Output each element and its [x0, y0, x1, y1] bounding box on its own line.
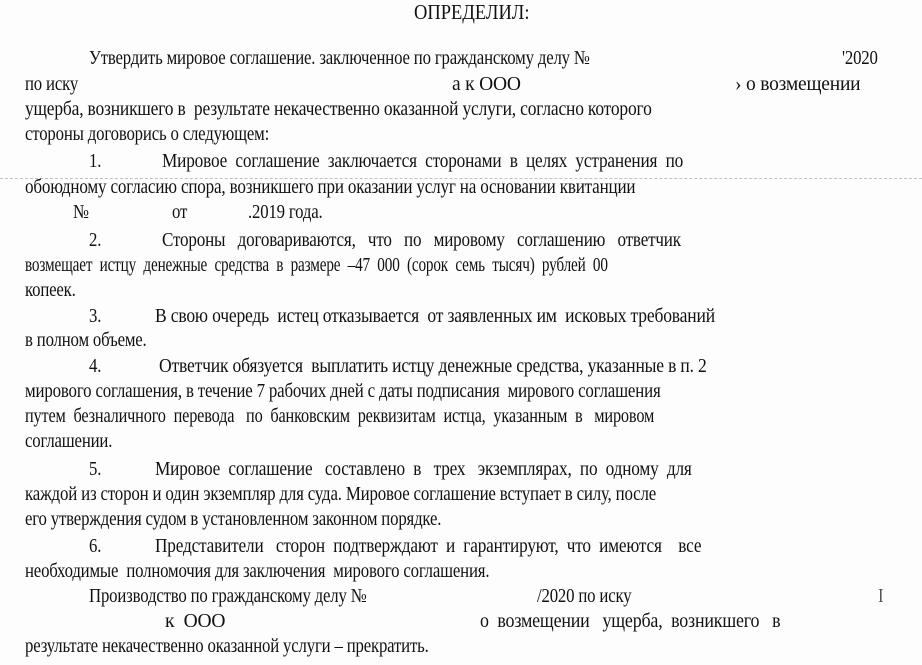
closing-line-2a: к ООО — [165, 611, 226, 632]
item-5-line-2: каждой из сторон и один экземпляр для суда. Мировое соглашение вступает в силу, после — [25, 484, 657, 505]
closing-line-1a: Производство по гражданскому делу № — [89, 586, 367, 607]
item-4-line-1: Ответчик обязуется выплатить истцу денежные средства, указанные в п. 2 — [159, 356, 707, 377]
closing-line-3: результате некачественно оказанной услуги – прекратить. — [25, 636, 429, 657]
item-5-line-3: его утверждения судом в установленном законном порядке. — [25, 509, 442, 530]
intro-line-4: стороны договорись о следующем: — [25, 124, 270, 145]
item-2-line-2: возмещает истцу денежные средства в размере –47 000 (сорок семь тысяч) рублей 00 — [25, 255, 608, 276]
item-2-line-3: копеек. — [25, 280, 76, 301]
intro-line-2b: а к ООО — [452, 74, 521, 95]
item-4-number: 4. — [89, 356, 102, 377]
item-2-number: 2. — [89, 230, 102, 251]
item-3-line-1: В свою очередь истец отказывается от заявленных им исковых требований — [155, 306, 715, 327]
intro-case-year: '2020 — [842, 48, 878, 69]
intro-line-2c: › о возмещении — [735, 74, 861, 95]
item-1-line-1: Мировое соглашение заключается сторонами в целях устранения по — [162, 151, 684, 172]
item-4-line-3: путем безналичного перевода по банковским реквизитам истца, указанным в мировом — [25, 406, 655, 427]
item-1-date: .2019 года. — [248, 202, 323, 223]
item-2-line-1: Стороны договариваются, что по мировому соглашению ответчик — [162, 230, 681, 251]
item-6-line-1: Представители сторон подтверждают и гарантируют, что имеются все — [155, 536, 702, 557]
item-1-number: 1. — [89, 151, 102, 172]
item-5-line-1: Мировое соглашение составлено в трех экземплярах, по одному для — [155, 459, 692, 480]
item-1-line-2: обоюдному согласию спора, возникшего при оказании услуг на основании квитанции — [25, 177, 636, 198]
item-4-line-4: соглашении. — [25, 431, 113, 452]
item-6-line-2: необходимые полномочия для заключения мирового соглашения. — [25, 561, 490, 582]
item-1-from: от — [172, 202, 188, 223]
item-6-number: 6. — [89, 536, 102, 557]
item-3-line-2: в полном объеме. — [25, 330, 147, 351]
item-3-number: 3. — [89, 306, 102, 327]
closing-line-1c: I — [878, 586, 884, 607]
closing-line-2b: о возмещении ущерба, возникшего в — [480, 611, 781, 632]
page-title: ОПРЕДЕЛИЛ: — [414, 0, 530, 24]
item-1-no: № — [73, 202, 89, 223]
closing-line-1b: /2020 по иску — [537, 586, 632, 607]
intro-line-3: ущерба, возникшего в результате некачественно оказанной услуги, согласно которого — [25, 99, 652, 120]
intro-line-1a: Утвердить мировое соглашение. заключенное по гражданскому делу № — [89, 48, 590, 69]
intro-line-2a: по иску — [25, 74, 79, 95]
item-4-line-2: мирового соглашения, в течение 7 рабочих дней с даты подписания мирового соглашения — [25, 381, 661, 402]
item-5-number: 5. — [89, 459, 102, 480]
